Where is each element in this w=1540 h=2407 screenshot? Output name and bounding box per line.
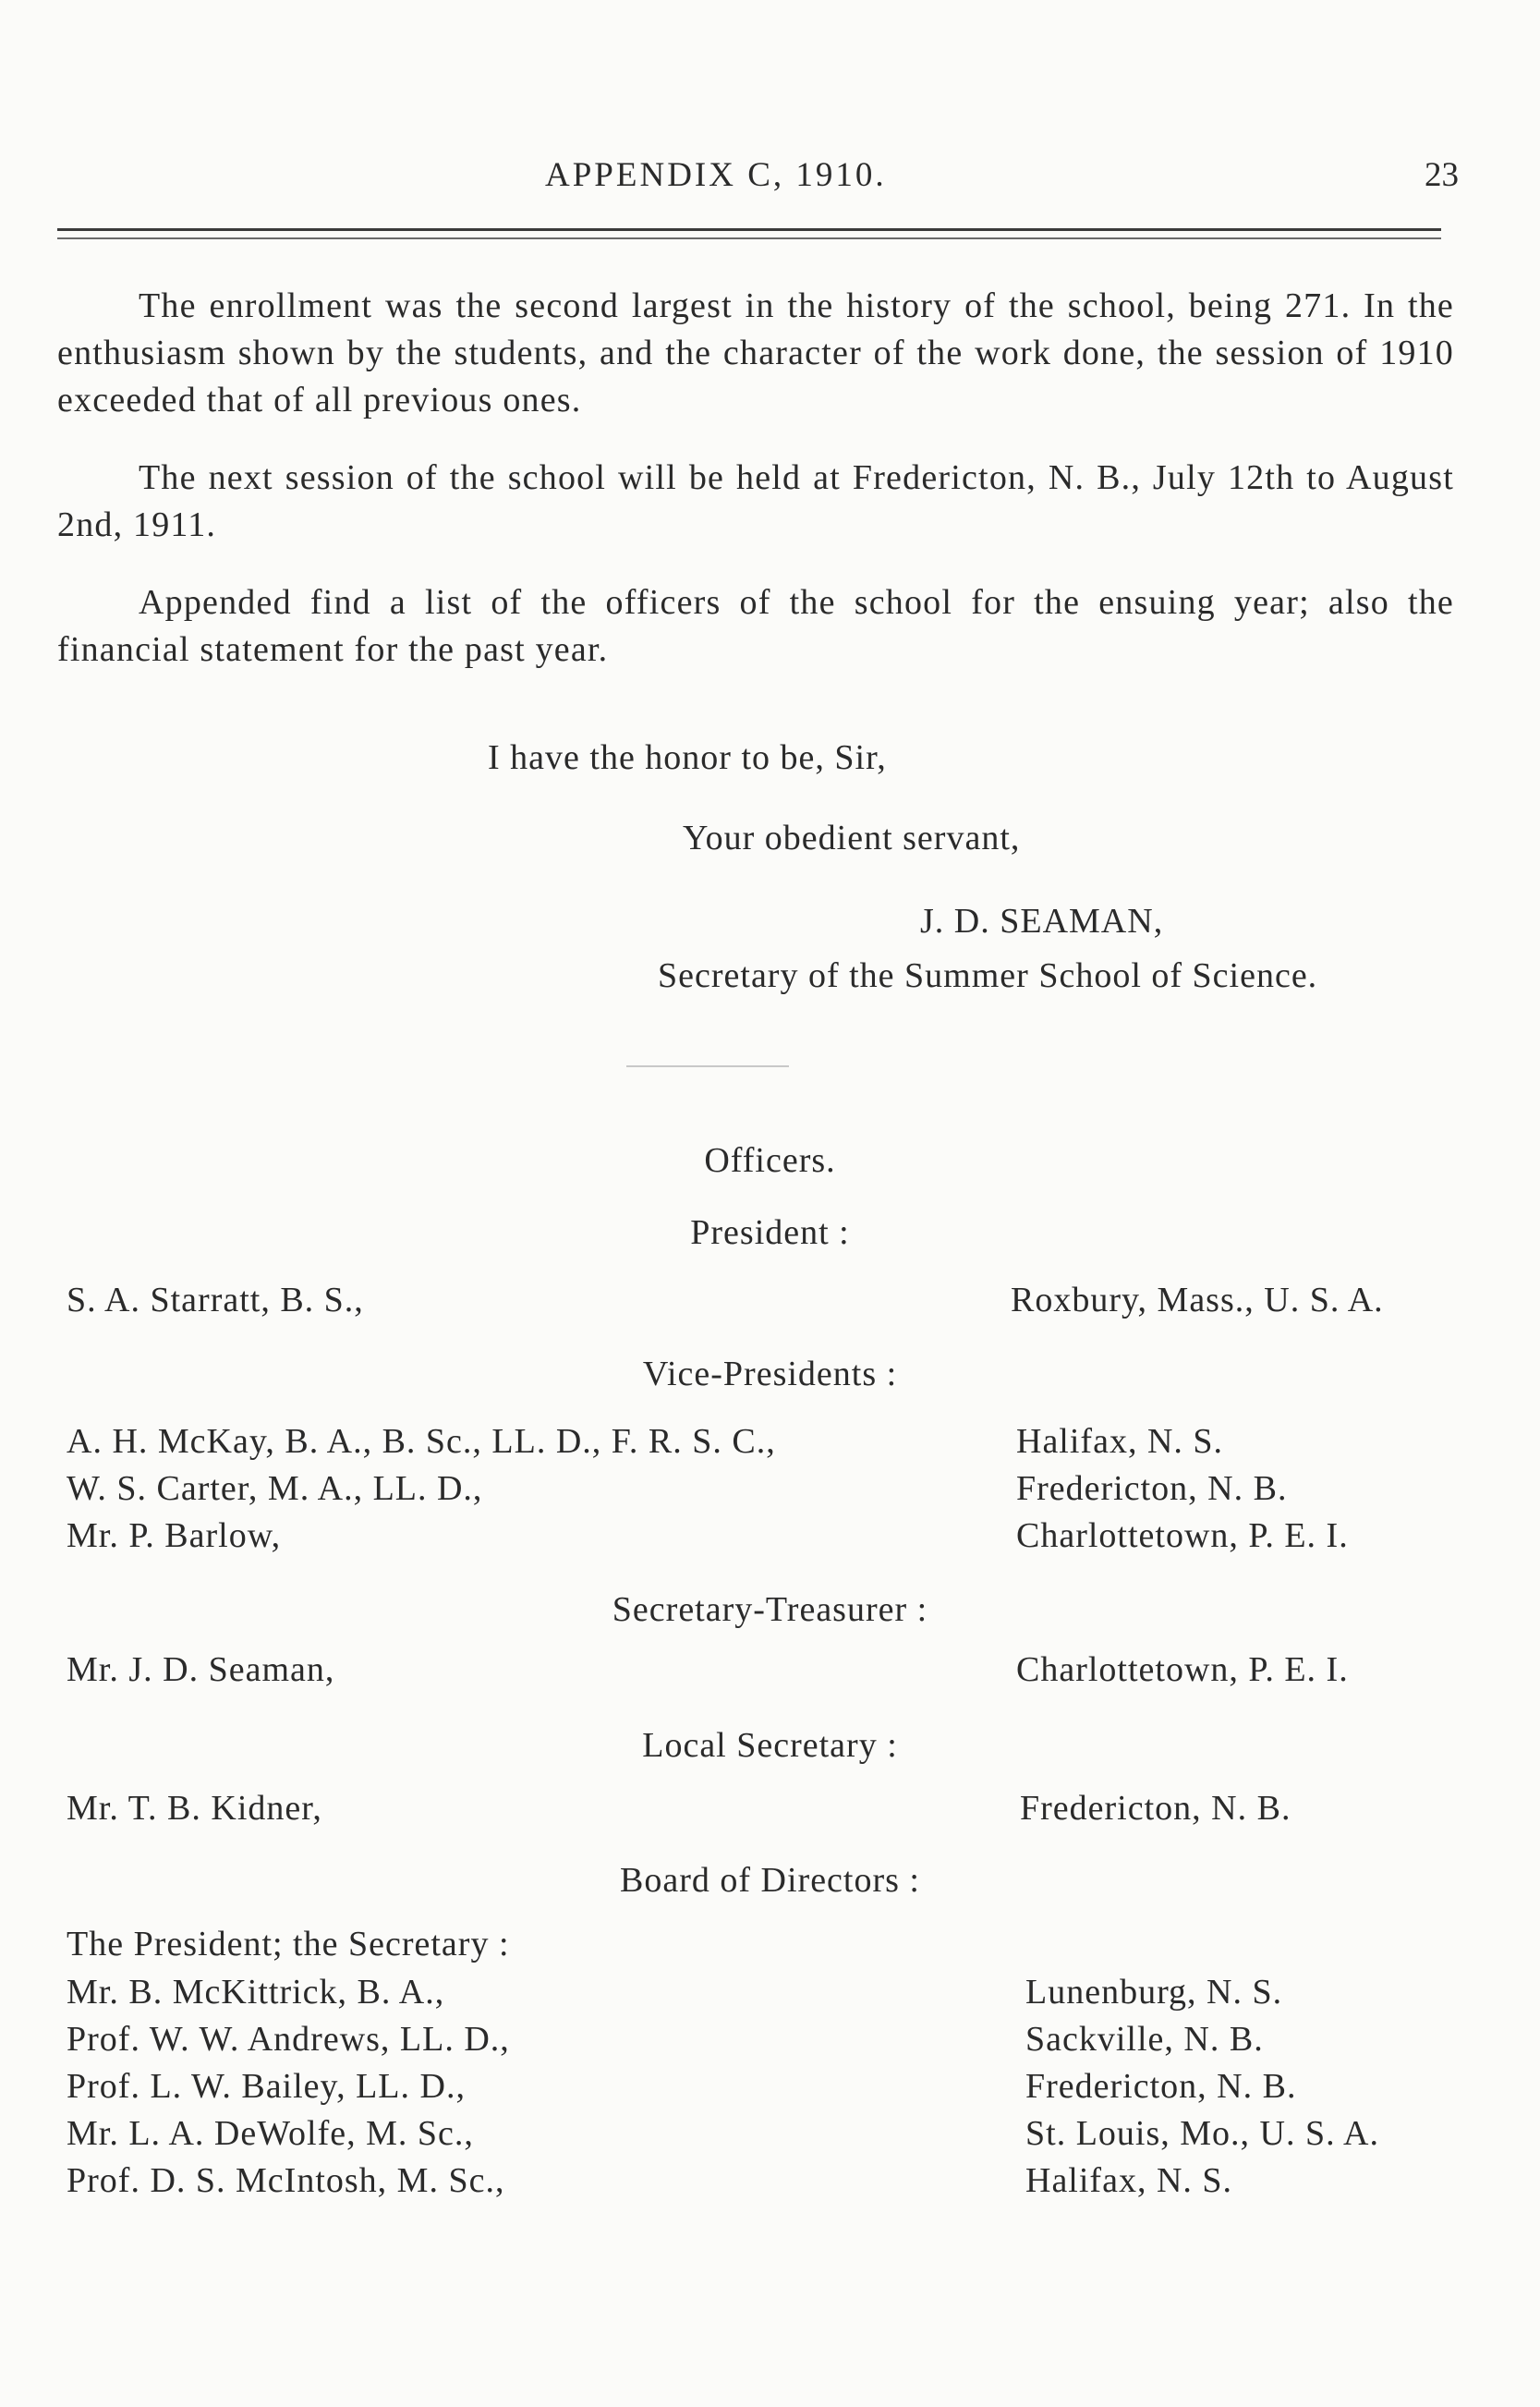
paragraph-enrollment: The enrollment was the second largest in the history of the school, being 271. In the enthusiasm shown by the students, and the character of the work done, the session of 1910 exceeded that of all previous ones.	[57, 286, 1454, 419]
officer-row-president	[67, 1280, 1461, 1328]
page-number: 23	[1425, 156, 1459, 194]
officer-name: S. A. Starratt, B. S.,	[67, 1281, 364, 1319]
header-rule	[57, 228, 1441, 231]
officer-place: Roxbury, Mass., U. S. A.	[1011, 1281, 1384, 1319]
board-of-directors-label: Board of Directors :	[620, 1861, 920, 1900]
section-divider	[626, 1065, 789, 1067]
local-secretary-label: Local Secretary :	[642, 1726, 898, 1765]
paragraph-appended: Appended find a list of the officers of the school for the ensuing year; also the financial statement for the past year.	[57, 583, 1454, 669]
officer-place: Sackville, N. B.	[1025, 2020, 1264, 2059]
officer-row-director	[67, 2113, 1461, 2161]
closing-valediction: Your obedient servant,	[683, 819, 1021, 857]
officer-row-vice-president	[67, 1468, 1461, 1516]
officer-place: Halifax, N. S.	[1025, 2161, 1233, 2200]
running-header	[0, 155, 1540, 211]
officer-name: Prof. W. W. Andrews, LL. D.,	[67, 2020, 510, 2059]
signature-title: Secretary of the Summer School of Science.	[658, 956, 1318, 995]
secretary-treasurer-label: Secretary-Treasurer :	[612, 1590, 928, 1629]
officer-place: Charlottetown, P. E. I.	[1016, 1516, 1349, 1555]
officer-name: Mr. T. B. Kidner,	[67, 1789, 322, 1828]
officer-row-director	[67, 2019, 1461, 2067]
president-label: President :	[690, 1213, 850, 1252]
officer-place: Fredericton, N. B.	[1025, 2067, 1297, 2106]
officer-place: Fredericton, N. B.	[1020, 1789, 1291, 1828]
officer-row-vice-president	[67, 1421, 1461, 1469]
officer-name: W. S. Carter, M. A., LL. D.,	[67, 1469, 483, 1508]
officer-name: Mr. L. A. DeWolfe, M. Sc.,	[67, 2114, 474, 2153]
officer-row-secretary-treasurer	[67, 1649, 1461, 1697]
officer-place: Fredericton, N. B.	[1016, 1469, 1288, 1508]
officer-row-director	[67, 2160, 1461, 2208]
signature-name: J. D. SEAMAN,	[920, 902, 1164, 941]
officer-row-director	[67, 1972, 1461, 2020]
officer-place: St. Louis, Mo., U. S. A.	[1025, 2114, 1379, 2153]
officer-row-local-secretary	[67, 1788, 1461, 1836]
officer-place: Lunenburg, N. S.	[1025, 1973, 1283, 2012]
header-rule-secondary	[57, 237, 1441, 239]
officers-heading: Officers.	[704, 1141, 836, 1180]
officer-row-director	[67, 2066, 1461, 2114]
officer-name: A. H. McKay, B. A., B. Sc., LL. D., F. R. S. C.,	[67, 1422, 776, 1461]
officer-name: Mr. J. D. Seaman,	[67, 1650, 335, 1689]
officer-name: Prof. L. W. Bailey, LL. D.,	[67, 2067, 466, 2106]
closing-salutation: I have the honor to be, Sir,	[488, 738, 887, 777]
running-title: APPENDIX C, 1910.	[545, 156, 887, 194]
officer-place: Charlottetown, P. E. I.	[1016, 1650, 1349, 1689]
vice-presidents-label: Vice-Presidents :	[642, 1355, 898, 1393]
officer-row-vice-president	[67, 1515, 1461, 1563]
paragraph-next-session: The next session of the school will be held at Fredericton, N. B., July 12th to August 2nd, 1911.	[57, 458, 1454, 544]
officer-place: Halifax, N. S.	[1016, 1422, 1224, 1461]
officer-name: Prof. D. S. McIntosh, M. Sc.,	[67, 2161, 505, 2200]
board-intro: The President; the Secretary :	[67, 1925, 510, 1963]
officer-name: Mr. B. McKittrick, B. A.,	[67, 1973, 445, 2012]
officer-name: Mr. P. Barlow,	[67, 1516, 282, 1555]
